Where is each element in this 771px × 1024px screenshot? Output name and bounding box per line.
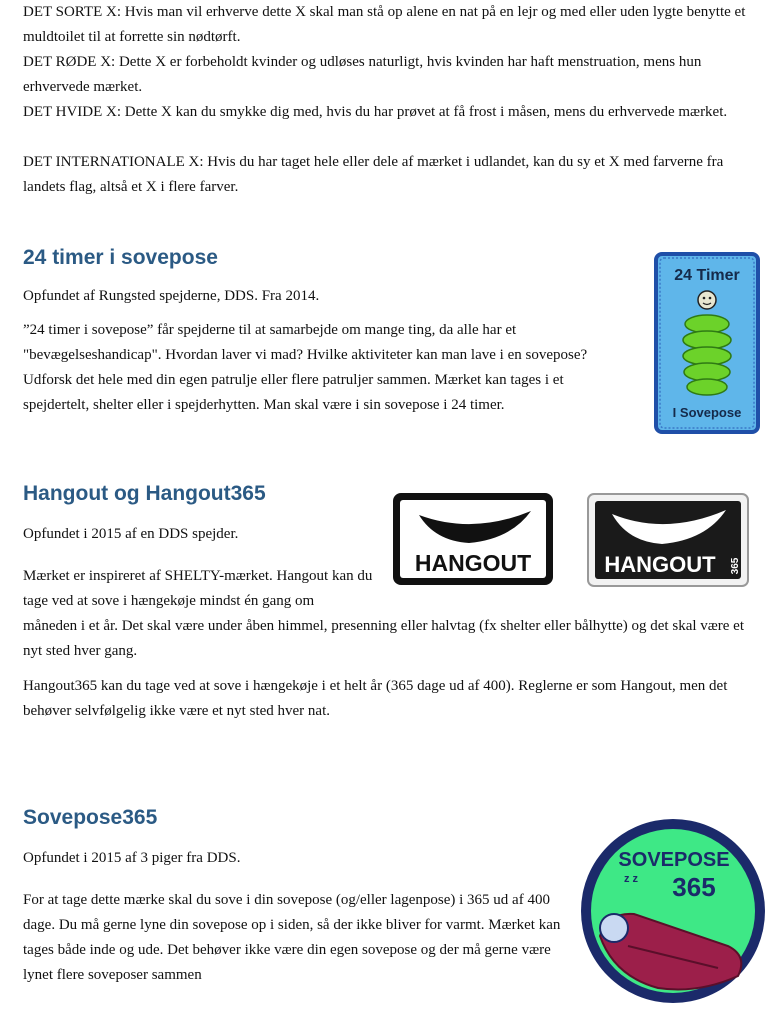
section-body-hangout365: Hangout365 kan du tage ved at sove i hængekøje i et helt år (365 dage ud af 400). Reglerne er som Hangout, men det behøver selvfølgelig ikke være et nyt sted hver nat.	[23, 678, 728, 719]
section-title-24-timer: 24 timer i sovepose	[23, 246, 218, 269]
section-body-hangout-part1: Mærket er inspireret af SHELTY-mærket. Hangout kan du tage ved at sove i hængekøje mindst én gang om	[23, 568, 373, 609]
section-origin-hangout: Opfundet i 2015 af en DDS spejder.	[23, 526, 239, 542]
badge-24-timer-image	[654, 252, 760, 434]
badge-24-timer-top-text: 24 Timer	[674, 267, 740, 284]
badge-hangout365-image	[586, 492, 750, 588]
intro-paragraph-red-x: DET RØDE X: Dette X er forbeholdt kvinder og udløses naturligt, hvis kvinden har haft menstruation, mens hun erhvervede mærket.	[23, 54, 702, 95]
badge-sovepose365-line2: 365	[672, 872, 716, 902]
section-body-24-timer: ”24 timer i sovepose” får spejderne til at samarbejde om mange ting, da alle har et "bevægelseshandicap". Hvordan laver vi mad? Hvilke aktiviteter kan man lave i en sovepose? Udforsk det hele med din egen patrulje eller flere patruljer sammen. Mærket kan tages i et spejdertelt, shelter eller i spejderhytten. Man skal være i sin sovepose i 24 timer.	[23, 322, 588, 413]
badge-24-timer-bottom-text: I Sovepose	[672, 405, 742, 420]
badge-hangout-text: HANGOUT	[414, 550, 532, 576]
section-origin-sovepose365: Opfundet i 2015 af 3 piger fra DDS.	[23, 850, 241, 866]
sleep-z-icon: z z	[624, 873, 639, 885]
intro-paragraph-black-x: DET SORTE X: Hvis man vil erhverve dette X skal man stå op alene en nat på en lejr og med eller uden lygte benytte et muldtoilet til at forrette sin nødtørft.	[23, 4, 746, 45]
badge-hangout365-text: HANGOUT	[604, 552, 716, 577]
section-body-sovepose365: For at tage dette mærke skal du sove i din sovepose (og/eller lagenpose) i 365 ud af 400 dage. Du må gerne lyne din sovepose op i siden, så der ikke bliver for varmt. Mærket kan tages både inde og ude. Det behøver ikke være din egen sovepose og der må gerne være lynet flere soveposer sammen	[23, 892, 561, 983]
intro-paragraph-international-x: DET INTERNATIONALE X: Hvis du har taget hele eller dele af mærket i udlandet, kan du sy et X med farverne fra landets flag, altså et X i flere farver.	[23, 154, 724, 195]
section-title-hangout: Hangout og Hangout365	[23, 482, 266, 505]
section-body-hangout-part2: måneden i et år. Det skal være under åben himmel, presenning eller halvtag (fx shelter eller bålhytte) og det skal være et nyt sted hver gang.	[23, 618, 744, 659]
badge-sovepose365-image	[578, 816, 768, 1006]
badge-hangout365-number: 365	[730, 557, 741, 575]
intro-paragraph-white-x: DET HVIDE X: Dette X kan du smykke dig med, hvis du har prøvet at få frost i måsen, mens du erhvervede mærket.	[23, 104, 728, 120]
badge-hangout-image	[391, 491, 555, 587]
section-origin-24-timer: Opfundet af Rungsted spejderne, DDS. Fra 2014.	[23, 288, 320, 304]
section-title-sovepose365: Sovepose365	[23, 806, 158, 829]
badge-sovepose365-line1: SOVEPOSE	[618, 849, 730, 871]
